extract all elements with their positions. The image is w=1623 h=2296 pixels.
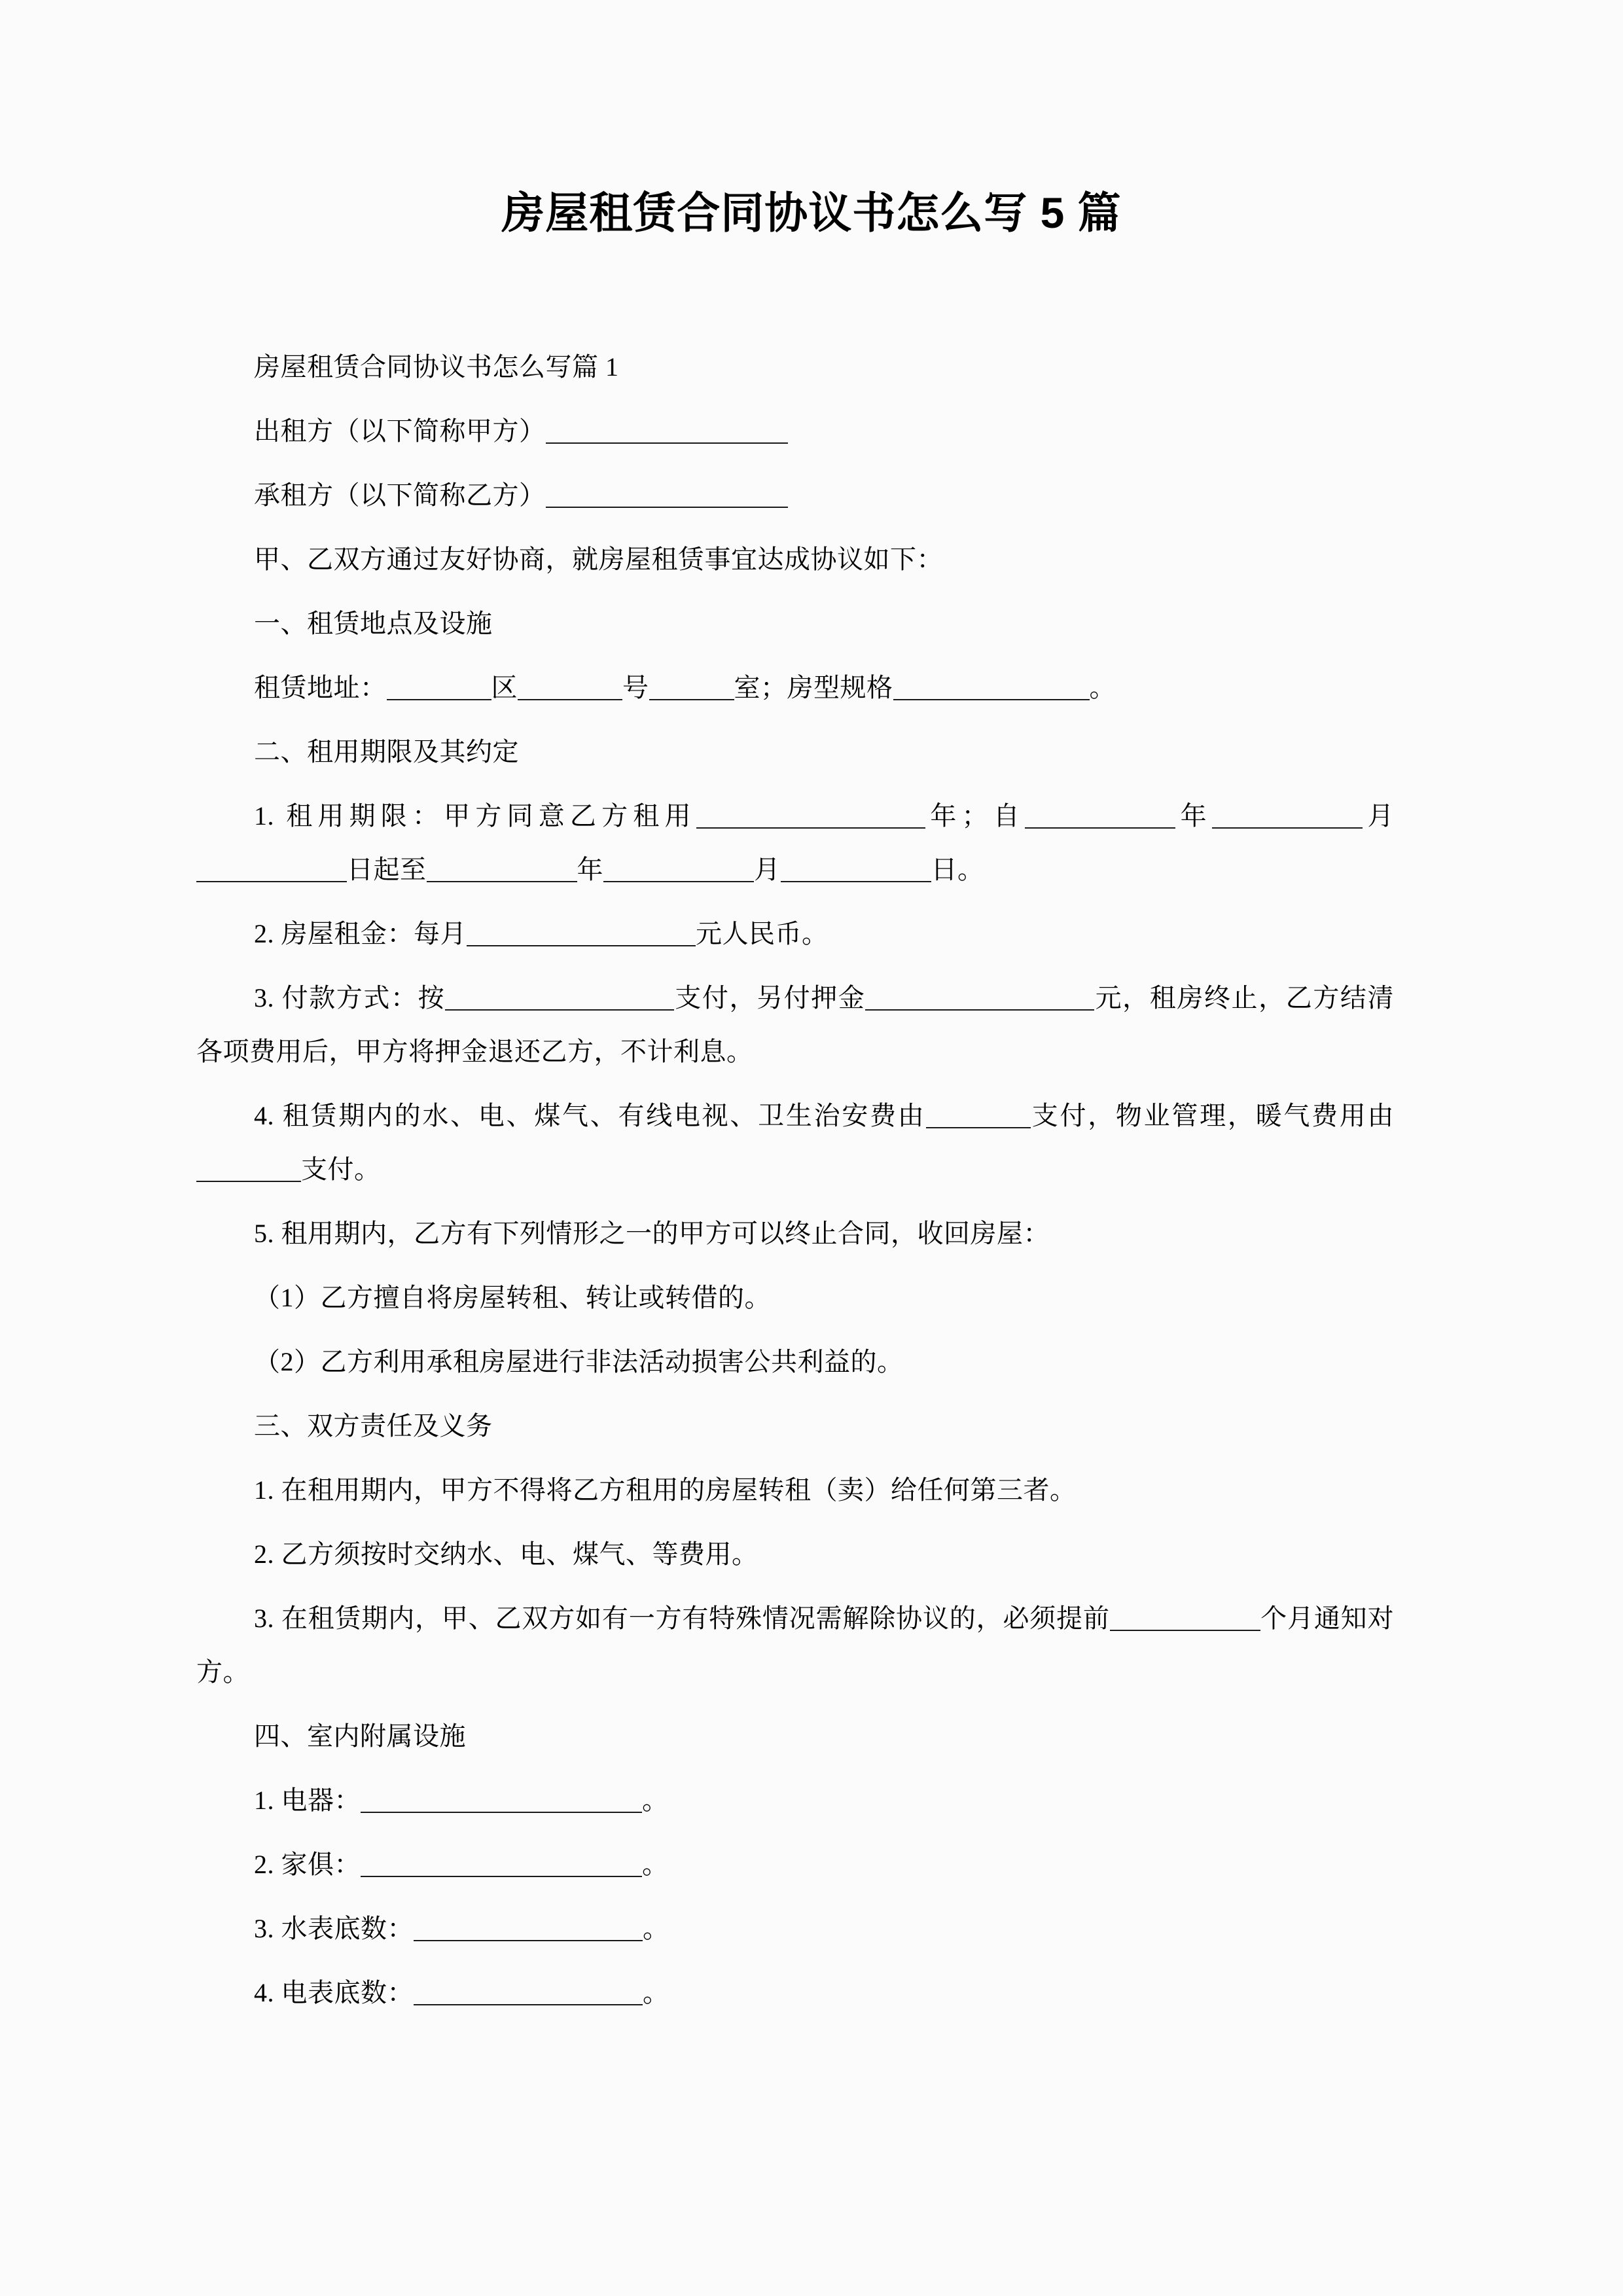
section-heading-3	[196, 1399, 1394, 1453]
term-end-year-blank[interactable]	[427, 856, 577, 882]
termination-item-5	[196, 1207, 1394, 1261]
utilities-item-4-end: 支付。	[301, 1155, 381, 1184]
duty-item-1-text: 1. 在租用期内，甲方不得将乙方租用的房屋转租（卖）给任何第三者。	[254, 1475, 1077, 1505]
facility-item-2-period: 。	[642, 1850, 669, 1879]
duty-item-2-text: 2. 乙方须按时交纳水、电、煤气、等费用。	[254, 1539, 758, 1569]
facility-item-1-label: 1. 电器：	[254, 1785, 361, 1815]
address-room-blank[interactable]	[649, 674, 734, 700]
term-item-1	[196, 789, 1394, 897]
rent-item-2-label: 2. 房屋租金：每月	[254, 919, 467, 948]
utilities-payer-blank[interactable]	[926, 1102, 1031, 1128]
duty-item-3	[196, 1592, 1394, 1699]
utilities-item-4-mid: 支付，物业管理，暖气费用由	[1030, 1101, 1395, 1130]
address-number-blank[interactable]	[518, 674, 622, 700]
rent-item-2-unit: 元人民币。	[696, 919, 829, 948]
term-end-month-unit: 月	[754, 855, 781, 884]
address-room-unit: 室；	[734, 673, 787, 702]
monthly-rent-blank[interactable]	[467, 920, 696, 946]
term-end-year-unit: 年	[577, 855, 603, 884]
lessee-label: 承租方（以下简称乙方）	[254, 480, 546, 510]
section-heading-4	[196, 1710, 1394, 1763]
lessee-line	[196, 469, 1394, 522]
term-item-1-to: 日起至	[347, 855, 427, 884]
page-title: 房屋租赁合同协议书怎么写 5 篇	[501, 188, 1122, 237]
facility-item-3-label: 3. 水表底数：	[254, 1914, 414, 1943]
section-heading-1-text: 一、租赁地点及设施	[254, 609, 493, 638]
term-start-year-blank[interactable]	[1025, 802, 1175, 829]
termination-sub-1-text: （1）乙方擅自将房屋转租、转让或转借的。	[254, 1283, 771, 1312]
payment-method-blank[interactable]	[445, 984, 674, 1011]
section-heading-1	[196, 597, 1394, 651]
utilities-item-4	[196, 1089, 1394, 1196]
section-heading-4-text: 四、室内附属设施	[254, 1721, 466, 1751]
appliances-blank[interactable]	[361, 1787, 642, 1813]
electric-meter-blank[interactable]	[414, 1979, 643, 2005]
term-start-month-blank[interactable]	[1212, 802, 1363, 829]
lessor-label: 出租方（以下简称甲方）	[254, 416, 546, 446]
article-heading-text: 房屋租赁合同协议书怎么写篇 1	[254, 352, 619, 382]
payment-item-3-deposit-label: 支付，另付押金	[674, 983, 866, 1013]
termination-sub-1	[196, 1271, 1394, 1325]
facility-item-2	[196, 1838, 1394, 1892]
rent-item-2	[196, 907, 1394, 961]
article-heading	[196, 340, 1394, 394]
term-end-day-blank[interactable]	[781, 856, 931, 882]
water-meter-blank[interactable]	[414, 1915, 643, 1941]
facility-item-3-period: 。	[643, 1914, 669, 1943]
term-item-1-from: 年；自	[925, 801, 1025, 831]
term-end-month-blank[interactable]	[603, 856, 754, 882]
utilities-item-4-label: 4. 租赁期内的水、电、煤气、有线电视、卫生治安费由	[254, 1101, 926, 1130]
term-item-1-end: 日。	[931, 855, 984, 884]
duty-item-1	[196, 1463, 1394, 1517]
deposit-amount-blank[interactable]	[865, 984, 1094, 1011]
furniture-blank[interactable]	[361, 1851, 642, 1877]
preamble	[196, 533, 1394, 586]
address-number-unit: 号	[622, 673, 649, 702]
term-start-month-unit: 月	[1362, 801, 1395, 831]
address-spec-blank[interactable]	[893, 674, 1090, 700]
termination-item-5-text: 5. 租用期内，乙方有下列情形之一的甲方可以终止合同，收回房屋：	[254, 1219, 1050, 1248]
section-heading-2	[196, 725, 1394, 779]
term-start-day-blank[interactable]	[196, 856, 347, 882]
term-years-blank[interactable]	[696, 802, 925, 829]
term-start-year-unit: 年	[1175, 801, 1212, 831]
address-spec-label: 房型规格	[787, 673, 893, 702]
section-heading-2-text: 二、租用期限及其约定	[254, 737, 519, 766]
facility-item-4	[196, 1966, 1394, 2020]
document-body	[196, 340, 1394, 2030]
heating-payer-blank[interactable]	[196, 1156, 301, 1182]
payment-item-3	[196, 971, 1394, 1079]
notice-months-blank[interactable]	[1110, 1605, 1260, 1631]
termination-sub-2-text: （2）乙方利用承租房屋进行非法活动损害公共利益的。	[254, 1347, 904, 1376]
facility-item-4-period: 。	[643, 1978, 669, 2007]
duty-item-3-end: 个月通知对方。	[196, 1604, 1395, 1687]
lessor-line	[196, 404, 1394, 458]
section-heading-3-text: 三、双方责任及义务	[254, 1411, 493, 1441]
lessor-blank[interactable]	[546, 418, 788, 444]
facility-item-1	[196, 1774, 1394, 1827]
duty-item-2	[196, 1528, 1394, 1581]
payment-item-3-label: 3. 付款方式：按	[254, 983, 446, 1013]
rental-address-label: 租赁地址：	[254, 673, 387, 702]
facility-item-1-period: 。	[642, 1785, 669, 1815]
lessee-blank[interactable]	[546, 482, 788, 508]
termination-sub-2	[196, 1335, 1394, 1389]
rental-address-line	[196, 661, 1394, 715]
term-item-1-label: 1. 租用期限：甲方同意乙方租用	[254, 801, 696, 831]
address-district-unit: 区	[491, 673, 518, 702]
facility-item-2-label: 2. 家俱：	[254, 1850, 361, 1879]
address-end-period: 。	[1089, 673, 1116, 702]
preamble-text: 甲、乙双方通过友好协商，就房屋租赁事宜达成协议如下：	[254, 545, 943, 574]
facility-item-4-label: 4. 电表底数：	[254, 1978, 414, 2007]
payment-item-3-rest: 元，租房终止，乙方结清各项费用后，甲方将押金退还乙方，不计利息。	[196, 983, 1395, 1066]
address-district-blank[interactable]	[387, 674, 491, 700]
facility-item-3	[196, 1902, 1394, 1956]
duty-item-3-label: 3. 在租赁期内，甲、乙双方如有一方有特殊情况需解除协议的，必须提前	[254, 1604, 1110, 1633]
